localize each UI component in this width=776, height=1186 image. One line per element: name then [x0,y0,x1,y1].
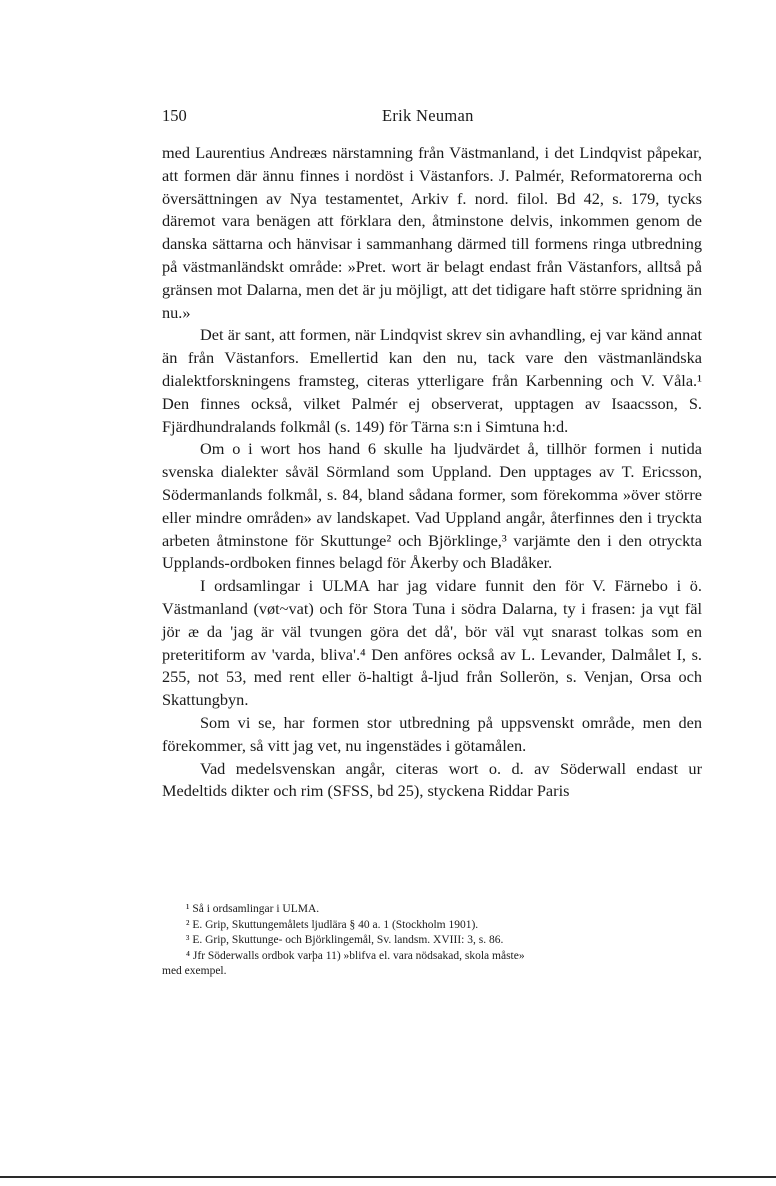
page-number: 150 [162,106,187,125]
paragraph-3: Om o i wort hos hand 6 skulle ha ljudvärdet å, tillhör formen i nutida svenska dialekter såväl Sörmland som Uppland. Den upptages av T. Ericsson, Södermanlands folkmål, s. 84, bland sådana former, som förekomma »över större eller mindre områden» av landskapet. Vad Uppland angår, återfinnes den i tryckta arbeten åtminstone för Skuttunge² och Björklinge,³ varjämte den i den otryckta Upplands-ordboken finnes belagd för Åkerby och Bladåker. [162,439,702,573]
footnote-4-continuation: med exempel. [162,965,227,977]
paragraph-5: Som vi se, har formen stor utbredning på uppsvenskt område, men den förekommer, så vitt jag vet, nu ingenstädes i götamålen. [162,712,702,755]
footnote-1: ¹ Så i ordsamlingar i ULMA. [186,903,320,915]
footnote-4: ⁴ Jfr Söderwalls ordbok varþa 11) »blifva el. vara nödsakad, skola måste» [186,949,525,962]
paragraph-2: Det är sant, att formen, när Lindqvist skrev sin avhandling, ej var känd annat än från Västanfors. Emellertid kan den nu, tack vare den västmanländska dialektforskningens framsteg, citeras ytterligare från Karbenning och V. Våla.¹ Den finnes också, vilket Palmér ej observerat, upptagen av Isaacsson, S. Fjärdhundralands folkmål (s. 149) för Tärna s:n i Simtuna h:d. [162,325,702,436]
footnotes [162,902,702,980]
body-text [162,142,702,803]
running-head: Erik Neuman [382,106,474,125]
page-header [162,106,700,128]
paragraph-4: I ordsamlingar i ULMA har jag vidare funnit den för V. Färnebo i ö. Västmanland (vøt~vat) och för Stora Tuna i södra Dalarna, ty i frasen: ja vṷt fäl jör æ da 'jag är väl tvungen göra det då', bör väl vṷt snarast tolkas som en preteritiform av 'varda, bliva'.⁴ Den anföres också av L. Levander, Dalmålet I, s. 255, not 53, med rent eller ö-haltigt å-ljud från Sollerön, s. Venjan, Orsa och Skattungbyn. [162,576,702,710]
page-edge-line [0,1176,776,1178]
paragraph-1: med Laurentius Andreæs närstamning från Västmanland, i det Lindqvist påpekar, att formen där ännu finnes i nordöst i Västanfors. J. Palmér, Reformatorerna och översättningen av Nya testamentet, Arkiv f. nord. filol. Bd 42, s. 179, tycks däremot vara benägen att förklara den, åtminstone delvis, inkommen genom de danska sättarna och hänvisar i sammanhang därmed till formens ringa utbredning på västmanländskt område: »Pret. wort är belagt endast från Västanfors, alltså på gränsen mot Dalarna, men det är ju möjligt, att det tidigare haft större spridning än nu.» [162,143,702,322]
paragraph-6: Vad medelsvenskan angår, citeras wort o. d. av Söderwall endast ur Medeltids dikter och rim (SFSS, bd 25), styckena Riddar Paris [162,758,702,801]
footnote-3: ³ E. Grip, Skuttunge- och Björklingemål, Sv. landsm. XVIII: 3, s. 86. [186,934,504,946]
footnote-2: ² E. Grip, Skuttungemålets ljudlära § 40 a. 1 (Stockholm 1901). [186,918,479,931]
